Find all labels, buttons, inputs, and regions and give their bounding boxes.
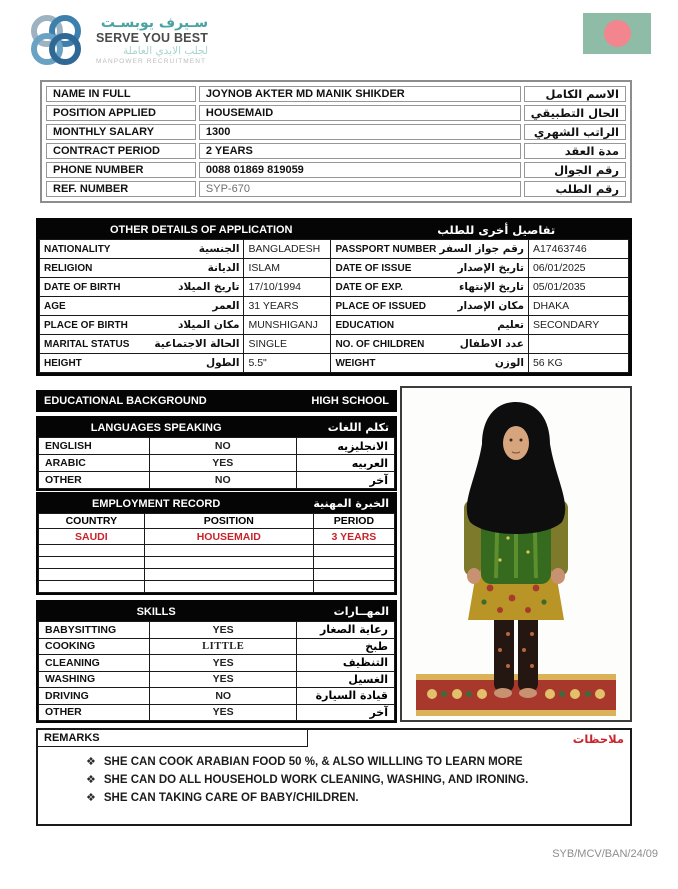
field-label: RELIGION [44, 262, 93, 274]
field-label-arabic: مكان الإصدار [457, 300, 524, 312]
field-label: REF. NUMBER [46, 181, 196, 197]
diamond-bullet-icon: ❖ [86, 773, 96, 786]
field-label-arabic: تاريخ الميلاد [178, 281, 240, 293]
skills-header [38, 602, 395, 621]
section-title: OTHER DETAILS OF APPLICATION [109, 224, 293, 236]
agency-logo [24, 10, 208, 70]
skill-value: YES [150, 704, 297, 721]
field-value: DHAKA [528, 297, 628, 316]
remarks-title: REMARKS [38, 730, 308, 747]
field-value: 05/01/2035 [528, 278, 628, 297]
column-header: POSITION [144, 514, 313, 529]
employment-record-row [39, 529, 395, 545]
language-value: YES [149, 455, 296, 472]
field-label: CONTRACT PERIOD [46, 143, 196, 159]
column-header-row [39, 514, 395, 529]
table-row [39, 704, 395, 721]
table-row [46, 124, 626, 140]
field-label: DATE OF EXP. [335, 281, 403, 293]
field-label: NO. OF CHILDREN [335, 338, 425, 350]
record-period: 3 YEARS [313, 529, 394, 545]
table-row [46, 105, 626, 121]
skill-label-arabic: رعاية الصغار [297, 622, 395, 639]
remarks-section [36, 728, 632, 826]
diamond-bullet-icon: ❖ [86, 755, 96, 768]
field-value: 5.5" [244, 354, 331, 373]
table-row [40, 240, 629, 259]
document-reference-code: SYB/MCV/BAN/24/09 [552, 848, 658, 860]
section-title-arabic: تفاصيل أخرى للطلب [437, 223, 556, 237]
applicant-photo [402, 388, 630, 720]
field-label: PASSPORT NUMBER [335, 243, 437, 255]
field-label: AGE [44, 300, 66, 312]
language-value: NO [149, 438, 296, 455]
field-label: MONTHLY SALARY [46, 124, 196, 140]
diamond-bullet-icon: ❖ [86, 791, 96, 804]
field-label-arabic: تاريخ الإصدار [457, 262, 524, 274]
field-value: A17463746 [528, 240, 628, 259]
field-value: MUNSHIGANJ [244, 316, 331, 335]
field-label-arabic: الراتب الشهري [524, 124, 626, 140]
table-row [39, 455, 395, 472]
skill-label: CLEANING [39, 655, 150, 672]
section-title: EMPLOYMENT RECORD [91, 497, 221, 510]
skill-label: DRIVING [39, 688, 150, 705]
table-row [40, 297, 629, 316]
main-info-table [40, 80, 632, 203]
skills-table [36, 600, 397, 723]
field-label-arabic: العمر [212, 300, 240, 312]
flag-disc [604, 20, 631, 47]
skill-value: YES [150, 655, 297, 672]
employment-header [38, 494, 395, 513]
field-value: 0088 01869 819059 [199, 162, 521, 178]
skill-label-arabic: الغسيل [297, 671, 395, 688]
skill-label: OTHER [39, 704, 150, 721]
table-row [39, 655, 395, 672]
section-title: SKILLS [136, 605, 176, 618]
field-label-arabic: الاسم الكامل [524, 86, 626, 102]
skill-label-arabic: آخر [297, 704, 395, 721]
table-row [40, 335, 629, 354]
table-row [40, 278, 629, 297]
language-label: ENGLISH [39, 438, 150, 455]
skill-label-arabic: التنظيف [297, 655, 395, 672]
field-label: POSITION APPLIED [46, 105, 196, 121]
languages-table [36, 416, 397, 491]
logo-knot-icon [24, 10, 88, 70]
table-row [46, 181, 626, 197]
table-row [40, 316, 629, 335]
skill-value-highlight: LITTLE [150, 638, 297, 655]
remark-item [86, 771, 630, 789]
field-label-arabic: تعليم [497, 319, 524, 331]
field-value: JOYNOB AKTER MD MANIK SHIKDER [199, 86, 521, 102]
other-details-header [39, 221, 629, 239]
field-value: SINGLE [244, 335, 331, 354]
skill-label: BABYSITTING [39, 622, 150, 639]
field-label: EDUCATION [335, 319, 395, 331]
remark-item [86, 789, 630, 807]
language-label-arabic: العربيه [296, 455, 394, 472]
logo-arabic-tagline: لجلب الايدي العاملة [123, 45, 209, 58]
field-value: 56 KG [528, 354, 628, 373]
field-label-arabic: الديانة [207, 262, 240, 274]
languages-header [38, 418, 395, 437]
field-label: DATE OF BIRTH [44, 281, 121, 293]
education-label: EDUCATIONAL BACKGROUND [44, 395, 207, 407]
field-label-arabic: الحالة الاجتماعية [154, 338, 240, 350]
field-value: 06/01/2025 [528, 259, 628, 278]
skill-label: WASHING [39, 671, 150, 688]
table-row [40, 354, 629, 373]
education-value: HIGH SCHOOL [311, 395, 389, 407]
field-value [528, 335, 628, 354]
remarks-title-arabic: ملاحظات [572, 731, 624, 746]
applicant-photo-frame [400, 386, 632, 722]
field-label: DATE OF ISSUE [335, 262, 412, 274]
section-title: LANGUAGES SPEAKING [90, 421, 222, 434]
language-value: NO [149, 472, 296, 489]
table-row [46, 86, 626, 102]
field-label-arabic: الطول [205, 357, 240, 369]
skill-label: COOKING [39, 638, 150, 655]
table-row [46, 143, 626, 159]
skill-value: YES [150, 671, 297, 688]
language-label: OTHER [39, 472, 150, 489]
field-label-arabic: رقم الطلب [524, 181, 626, 197]
record-position: HOUSEMAID [144, 529, 313, 545]
remark-item [86, 753, 630, 771]
field-label-arabic: رقم جواز السفر [439, 243, 524, 255]
field-value: 17/10/1994 [244, 278, 331, 297]
field-label: PLACE OF BIRTH [44, 319, 128, 331]
field-label-arabic: تاريخ الإنتهاء [458, 281, 524, 293]
skill-value: NO [150, 688, 297, 705]
section-title-arabic: الخبرة المهنية [313, 497, 389, 510]
field-label: NAME IN FULL [46, 86, 196, 102]
field-value: HOUSEMAID [199, 105, 521, 121]
field-label-arabic: الجنسية [198, 243, 240, 255]
field-value: 1300 [199, 124, 521, 140]
logo-english-tagline: MANPOWER RECRUITMENT [96, 57, 207, 65]
table-row [46, 162, 626, 178]
field-label: PLACE OF ISSUED [335, 300, 427, 312]
language-label-arabic: الانجليزيه [296, 438, 394, 455]
other-details-table [36, 218, 632, 376]
section-title-arabic: المهــارات [333, 605, 389, 618]
table-row [39, 438, 395, 455]
skill-label-arabic: طبخ [297, 638, 395, 655]
reference-number-value: SYP-670 [199, 181, 521, 197]
record-country: SAUDI [39, 529, 145, 545]
table-row [39, 622, 395, 639]
language-label-arabic: آخر [296, 472, 394, 489]
column-header: PERIOD [313, 514, 394, 529]
field-label: WEIGHT [335, 357, 376, 369]
empty-row [39, 545, 395, 557]
field-label-arabic: رقم الجوال [524, 162, 626, 178]
field-label: NATIONALITY [44, 243, 111, 255]
empty-row [39, 581, 395, 593]
remark-text: SHE CAN TAKING CARE OF BABY/CHILDREN. [103, 792, 359, 804]
table-row [39, 688, 395, 705]
field-value: ISLAM [244, 259, 331, 278]
table-row [39, 472, 395, 489]
educational-background-bar [36, 390, 397, 412]
field-label-arabic: مكان الميلاد [178, 319, 240, 331]
skill-label-arabic: قيادة السيارة [297, 688, 395, 705]
field-value: 2 YEARS [199, 143, 521, 159]
field-value: BANGLADESH [244, 240, 331, 259]
remarks-header [38, 730, 630, 747]
section-title-arabic: تكلم اللغات [327, 421, 389, 434]
language-label: ARABIC [39, 455, 150, 472]
field-value: 31 YEARS [244, 297, 331, 316]
column-header: COUNTRY [39, 514, 145, 529]
field-label-arabic: مدة العقد [524, 143, 626, 159]
remark-text: SHE CAN COOK ARABIAN FOOD 50 %, & ALSO WILLLING TO LEARN MORE [103, 756, 523, 768]
field-label: MARITAL STATUS [44, 338, 130, 350]
table-row [39, 638, 395, 655]
field-value: SECONDARY [528, 316, 628, 335]
table-row [40, 259, 629, 278]
employment-record-table [36, 492, 397, 595]
logo-arabic-name: سـيرف يوبسـت [100, 15, 209, 31]
skill-value: YES [150, 622, 297, 639]
field-label: HEIGHT [44, 357, 82, 369]
field-label: PHONE NUMBER [46, 162, 196, 178]
bangladesh-flag [583, 13, 651, 54]
field-label-arabic: عدد الاطفال [459, 338, 524, 350]
field-label-arabic: الحال التطبيقي [524, 105, 626, 121]
logo-english-name: SERVE YOU BEST [96, 31, 209, 46]
field-label-arabic: الوزن [494, 357, 524, 369]
empty-row [39, 557, 395, 569]
table-row [39, 671, 395, 688]
empty-row [39, 569, 395, 581]
remark-text: SHE CAN DO ALL HOUSEHOLD WORK CLEANING, WASHING, AND IRONING. [103, 774, 529, 786]
